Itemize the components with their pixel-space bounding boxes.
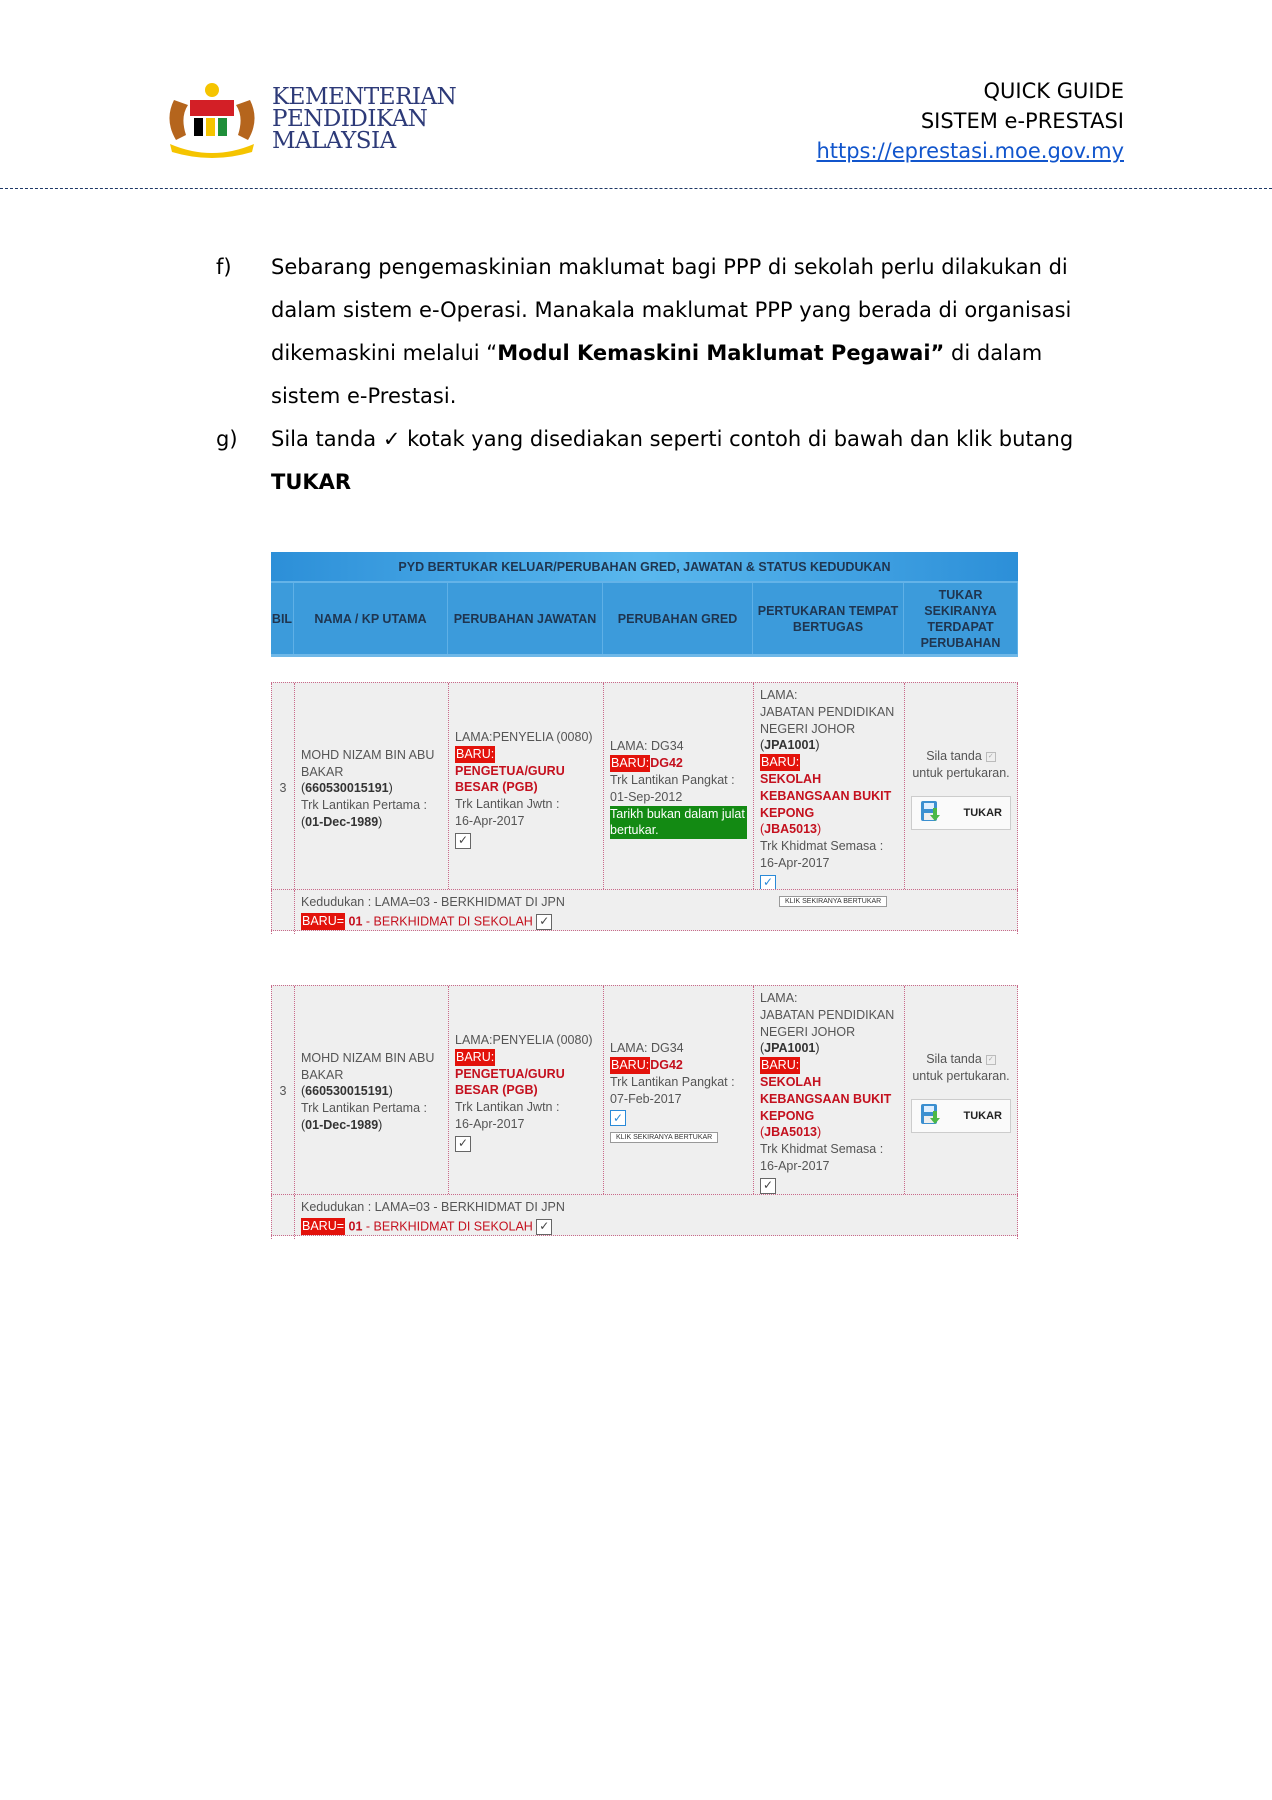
tukar-prompt	[912, 748, 1009, 782]
cell-gred	[603, 986, 753, 1198]
gred-trk-date: 07-Feb-2017	[610, 1091, 682, 1106]
instruction-label: f)	[216, 255, 232, 279]
prompt-before: Sila tanda	[926, 749, 982, 764]
jawatan-lama: LAMA:PENYELIA (0080)	[455, 729, 593, 744]
employee-kp: ( 660530015191 )	[301, 1083, 442, 1100]
tempat-baru-name: SEKOLAH KEBANGSAAN BUKIT KEPONG	[760, 771, 892, 820]
baru-tag: BARU:	[761, 755, 800, 770]
gred-warning: Tarikh bukan dalam julat bertukar.	[610, 806, 747, 840]
gred-trk-label: Trk Lantikan Pangkat :	[610, 773, 735, 788]
jawatan-trk-date: 16-Apr-2017	[455, 1116, 525, 1131]
cell-tempat	[753, 683, 904, 895]
baru-tag: BARU=	[302, 914, 345, 929]
kedudukan-lama: Kedudukan : LAMA=03 - BERKHIDMAT DI JPN	[301, 1200, 565, 1214]
tukar-button[interactable]	[911, 1099, 1011, 1133]
jawatan-checkbox[interactable]: ✓	[455, 833, 471, 849]
transfer-table-example-1	[271, 552, 1018, 931]
save-icon	[920, 1103, 940, 1128]
lantikan-label: Trk Lantikan Pertama :	[301, 1101, 427, 1116]
instruction-text-bold: TUKAR	[271, 470, 352, 494]
gred-trk-date: 01-Sep-2012	[610, 789, 683, 804]
employee-kp: ( 660530015191 )	[301, 780, 442, 797]
tempat-lama-code: ( JPA1001 )	[760, 1040, 898, 1057]
instruction-f	[216, 246, 1116, 418]
kedudukan-baru-code: 01	[348, 1219, 363, 1234]
cell-kedudukan	[294, 890, 1018, 934]
system-name: SISTEM e-PRESTASI	[920, 109, 1124, 133]
logo-line: KEMENTERIAN	[272, 84, 457, 110]
baru-tag: BARU:	[761, 1058, 800, 1073]
jawatan-trk-label: Trk Lantikan Jwtn :	[455, 1100, 560, 1115]
gred-lama: LAMA: DG34	[610, 1041, 684, 1056]
cell-tukar	[904, 683, 1018, 895]
malaysia-coat-of-arms-icon	[160, 80, 264, 158]
kedudukan-checkbox[interactable]: ✓	[536, 1219, 552, 1235]
prompt-before: Sila tanda	[926, 1052, 982, 1067]
tempat-baru-name: SEKOLAH KEBANGSAAN BUKIT KEPONG	[760, 1074, 892, 1123]
kedudukan-baru-code: 01	[348, 914, 363, 929]
tempat-baru-code: ( JBA5013 )	[760, 821, 898, 838]
kedudukan-baru-text: - BERKHIDMAT DI SEKOLAH	[365, 1219, 533, 1234]
cell-jawatan	[448, 986, 603, 1198]
logo-line: MALAYSIA	[272, 128, 396, 154]
baru-tag: BARU=	[302, 1219, 345, 1234]
klik-sekiranya-bertukar-button[interactable]: KLIK SEKIRANYA BERTUKAR	[779, 896, 887, 907]
jawatan-baru: PENGETUA/GURU BESAR (PGB)	[455, 1066, 565, 1098]
system-url-link[interactable]: https://eprestasi.moe.gov.my	[816, 139, 1124, 163]
kedudukan-baru-text: - BERKHIDMAT DI SEKOLAH	[365, 914, 533, 929]
cell-jawatan	[448, 683, 603, 895]
cell-tempat	[753, 986, 904, 1198]
employee-name: MOHD NIZAM BIN ABU BAKAR	[301, 1050, 435, 1082]
tukar-mini-checkbox[interactable]: ✓	[986, 752, 996, 762]
transfer-table-example-2	[271, 985, 1018, 1236]
gred-baru: DG42	[650, 756, 683, 771]
cell-nama	[294, 986, 448, 1198]
tempat-trk-label: Trk Khidmat Semasa :	[760, 839, 884, 854]
klik-sekiranya-bertukar-button[interactable]: KLIK SEKIRANYA BERTUKAR	[610, 1132, 718, 1143]
tempat-lama-name: JABATAN PENDIDIKAN NEGERI JOHOR	[760, 704, 895, 736]
instruction-label: g)	[216, 427, 238, 451]
tempat-lama-code: ( JPA1001 )	[760, 737, 898, 754]
gred-baru-line	[610, 755, 747, 772]
cell-empty	[271, 890, 294, 934]
cell-nama	[294, 683, 448, 895]
cell-kedudukan	[294, 1195, 1018, 1239]
tempat-baru-code: ( JBA5013 )	[760, 1124, 898, 1141]
cell-bil: 3	[271, 683, 294, 895]
tukar-prompt	[912, 1051, 1009, 1085]
lantikan-date: ( 01-Dec-1989 )	[301, 814, 442, 831]
gred-checkbox[interactable]: ✓	[610, 1110, 626, 1126]
lantikan-date: ( 01-Dec-1989 )	[301, 1117, 442, 1134]
kedudukan-baru-line	[301, 911, 1011, 930]
column-header-bil: BIL	[271, 583, 294, 654]
instruction-g	[216, 418, 1116, 504]
kedudukan-lama: Kedudukan : LAMA=03 - BERKHIDMAT DI JPN	[301, 895, 565, 909]
baru-tag: BARU:	[611, 756, 650, 771]
column-header-tempat: PERTUKARAN TEMPAT BERTUGAS	[753, 583, 904, 654]
kpm-logo	[160, 80, 470, 158]
prompt-after: untuk pertukaran.	[912, 1068, 1010, 1083]
baru-tag: BARU:	[611, 1058, 650, 1073]
gred-trk-label: Trk Lantikan Pangkat :	[610, 1074, 735, 1089]
kedudukan-row	[271, 889, 1018, 931]
column-header-tukar: TUKAR SEKIRANYA TERDAPAT PERUBAHAN	[904, 583, 1018, 654]
tempat-trk-date: 16-Apr-2017	[760, 1158, 830, 1173]
jawatan-baru: PENGETUA/GURU BESAR (PGB)	[455, 763, 565, 795]
tukar-button[interactable]	[911, 796, 1011, 830]
jawatan-trk-label: Trk Lantikan Jwtn :	[455, 797, 560, 812]
kedudukan-row	[271, 1194, 1018, 1236]
cell-tukar	[904, 986, 1018, 1198]
column-header-jawatan: PERUBAHAN JAWATAN	[448, 583, 603, 654]
cell-gred	[603, 683, 753, 895]
jawatan-checkbox[interactable]: ✓	[455, 1136, 471, 1152]
tempat-trk-label: Trk Khidmat Semasa :	[760, 1142, 884, 1157]
instruction-text: di dalam sistem e-Prestasi.	[271, 341, 1043, 408]
instruction-text: Sebarang pengemaskinian maklumat bagi PPP di sekolah perlu dilakukan di dalam sistem e-Operasi. Manakala maklumat PPP yang berada di organisasi dikemaskini melalui “	[271, 255, 1072, 365]
logo-line: PENDIDIKAN	[272, 106, 428, 132]
column-header-gred: PERUBAHAN GRED	[603, 583, 753, 654]
tukar-button-label: TUKAR	[963, 1109, 1002, 1122]
tempat-checkbox[interactable]: ✓	[760, 875, 776, 891]
table-row	[271, 985, 1018, 1194]
tempat-lama-name: JABATAN PENDIDIKAN NEGERI JOHOR	[760, 1007, 895, 1039]
baru-tag: BARU:	[456, 746, 495, 761]
lantikan-label: Trk Lantikan Pertama :	[301, 798, 427, 813]
kedudukan-checkbox[interactable]: ✓	[536, 914, 552, 930]
gred-lama: LAMA: DG34	[610, 739, 684, 754]
tukar-button-label: TUKAR	[963, 806, 1002, 819]
tukar-mini-checkbox[interactable]: ✓	[986, 1055, 996, 1065]
tempat-trk-date: 16-Apr-2017	[760, 855, 830, 870]
jawatan-lama: LAMA:PENYELIA (0080)	[455, 1032, 593, 1047]
cell-empty	[271, 1195, 294, 1239]
jawatan-trk-date: 16-Apr-2017	[455, 813, 525, 828]
header-divider	[0, 188, 1272, 189]
cell-bil: 3	[271, 986, 294, 1198]
kedudukan-baru-line	[301, 1216, 1011, 1235]
document-header	[816, 76, 1124, 166]
table-title: PYD BERTUKAR KELUAR/PERUBAHAN GRED, JAWATAN & STATUS KEDUDUKAN	[271, 552, 1018, 581]
save-icon	[920, 800, 940, 825]
guide-title: QUICK GUIDE	[983, 79, 1124, 103]
table-row	[271, 682, 1018, 889]
prompt-after: untuk pertukaran.	[912, 765, 1010, 780]
column-header-nama: NAMA / KP UTAMA	[294, 583, 448, 654]
tempat-checkbox[interactable]: ✓	[760, 1178, 776, 1194]
baru-tag: BARU:	[456, 1049, 495, 1064]
tempat-lama-label: LAMA:	[760, 688, 798, 702]
gred-baru-line	[610, 1057, 747, 1074]
instruction-text: Sila tanda ✓ kotak yang disediakan seperti contoh di bawah dan klik butang	[271, 427, 1074, 451]
employee-name: MOHD NIZAM BIN ABU BAKAR	[301, 747, 435, 779]
instruction-text-bold: Modul Kemaskini Maklumat Pegawai”	[497, 341, 945, 365]
gred-baru: DG42	[650, 1058, 683, 1073]
table-column-headers	[271, 581, 1018, 657]
tempat-lama-label: LAMA:	[760, 991, 798, 1005]
